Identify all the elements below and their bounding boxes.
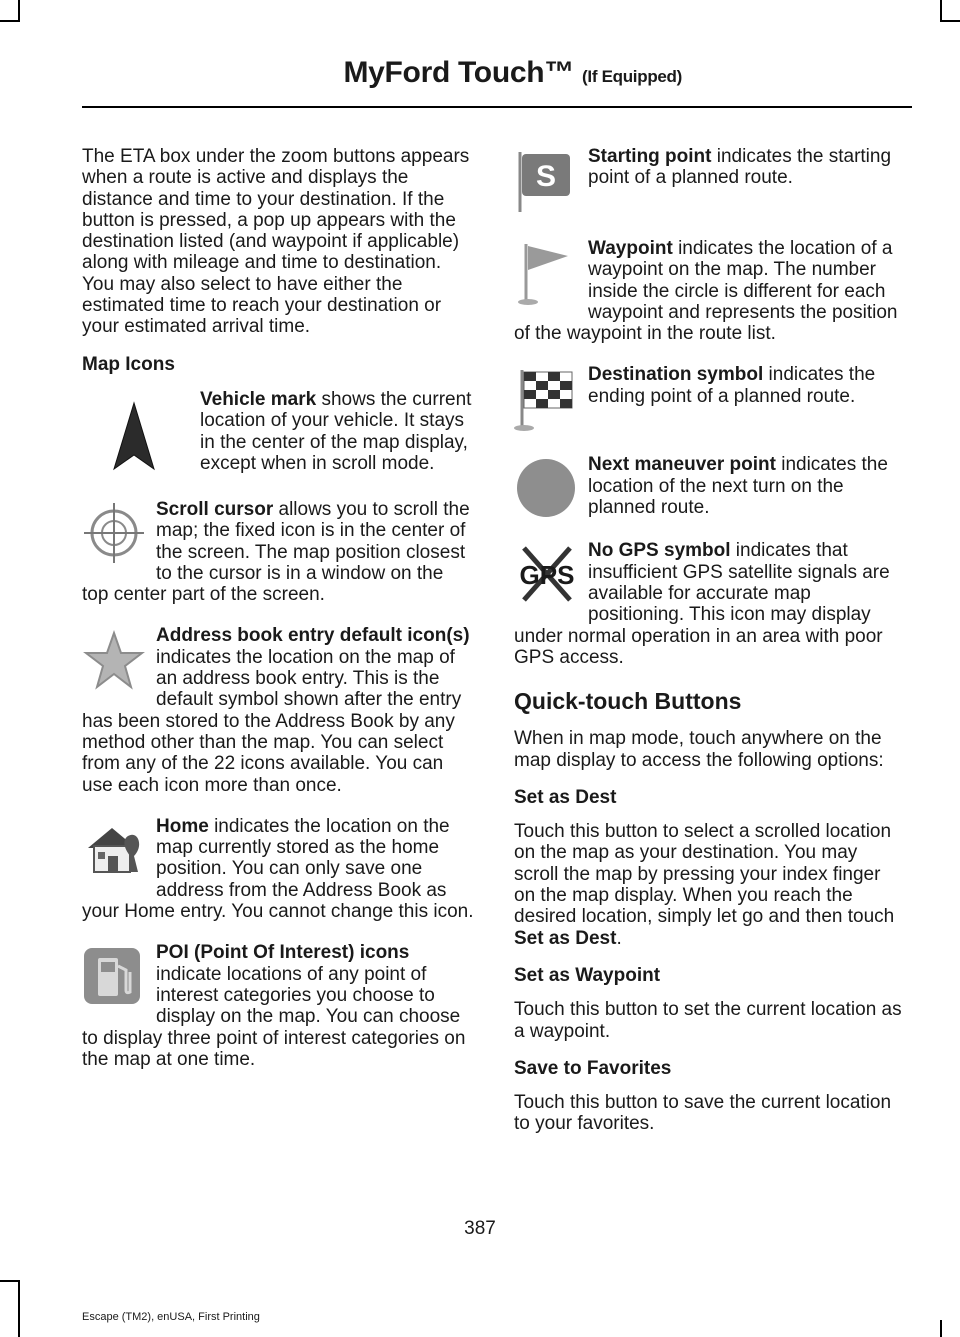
- entry-text: Starting point indicates the starting point of a planned route.: [588, 146, 892, 189]
- fuel-pump-icon: [82, 942, 146, 1008]
- entry-text: Scroll cursor allows you to scroll the map; the fixed icon is in the center of the screen. The map position closest to the cursor is in a window on the top center part of the screen.: [82, 498, 470, 606]
- entry-next-maneuver: [514, 454, 906, 520]
- crop-mark: [940, 1320, 942, 1337]
- home-icon: [82, 816, 146, 882]
- entry-destination: [514, 364, 906, 434]
- entry-text: Address book entry default icon(s) indicates the location on the map of an address book entry. This is the default symbol shown after the entry has been stored to the Address Book by any method other than the map. You can select from any of the 22 icons available. You can use each icon more than once.: [82, 625, 470, 796]
- crop-mark: [940, 20, 960, 22]
- crop-mark: [18, 1280, 20, 1337]
- quick-touch-intro: When in map mode, touch anywhere on the map display to access the following options:: [514, 728, 884, 771]
- entry-address-book: [82, 625, 474, 795]
- maneuver-dot-icon: [514, 454, 578, 520]
- set-waypoint-heading: Set as Waypoint: [514, 964, 661, 986]
- crop-mark: [0, 1280, 20, 1282]
- waypoint-flag-icon: [514, 238, 578, 308]
- page-subtitle: (If Equipped): [582, 67, 682, 86]
- no-gps-label: GPS: [519, 560, 575, 591]
- left-column: [82, 146, 474, 1090]
- page-title: MyFord Touch™ (If Equipped): [343, 56, 682, 89]
- save-favorites-heading: Save to Favorites: [514, 1057, 672, 1079]
- crosshair-icon: [82, 499, 146, 567]
- start-flag-letter: S: [535, 160, 557, 193]
- entry-text: Next maneuver point indicates the location of the next turn on the planned route.: [588, 454, 888, 519]
- entry-text: Waypoint indicates the location of a waypoint on the map. The number inside the circle is different for each waypoint and represents the position of the waypoint in the route list.: [514, 238, 898, 345]
- no-gps-icon: [514, 540, 578, 606]
- entry-scroll-cursor: [82, 499, 474, 605]
- entry-poi: [82, 942, 474, 1070]
- right-column: [514, 146, 906, 1151]
- entry-text: POI (Point Of Interest) icons indicate locations of any point of interest categories you choose to display on the map. You can choose to display three point of interest categories on the map at one time.: [82, 942, 466, 1070]
- page-number: 387: [464, 1218, 496, 1239]
- start-flag-icon: [514, 146, 578, 216]
- entry-waypoint: [514, 238, 906, 344]
- header-rule: [82, 106, 912, 108]
- crop-mark: [0, 20, 20, 22]
- entry-starting-point: [514, 146, 906, 216]
- entry-no-gps: [514, 540, 906, 668]
- set-dest-text: Touch this button to select a scrolled location on the map as your destination. You may scroll the map by pressing your index finger on the map display. When you reach the desired location, simply let go and then touch Set as Dest.: [514, 821, 895, 949]
- map-icons-heading: Map Icons: [82, 353, 175, 375]
- checkered-flag-icon: [514, 364, 578, 434]
- entry-vehicle-mark: [82, 389, 474, 479]
- entry-home: [82, 816, 474, 922]
- entry-text: No GPS symbol indicates that insufficient GPS satellite signals are available for accurate map positioning. This icon may display under normal operation in an area with poor GPS access.: [514, 540, 890, 668]
- crop-mark: [940, 0, 942, 22]
- save-favorites-text: Touch this button to save the current location to your favorites.: [514, 1092, 892, 1135]
- star-icon: [82, 625, 146, 697]
- entry-text: Home indicates the location on the map currently stored as the home position. You can only save one address from the Address Book as your Home entry. You cannot change this icon.: [82, 815, 474, 923]
- entry-text: Vehicle mark shows the current location of your vehicle. It stays in the center of the map display, except when in scroll mode.: [200, 388, 472, 474]
- footer-text: Escape (TM2), enUSA, First Printing: [82, 1311, 260, 1323]
- set-dest-heading: Set as Dest: [514, 786, 617, 808]
- quick-touch-heading: Quick-touch Buttons: [514, 688, 742, 715]
- entry-text: Destination symbol indicates the ending point of a planned route.: [588, 364, 876, 407]
- vehicle-mark-arrow-icon: [82, 389, 190, 479]
- crop-mark: [18, 0, 20, 22]
- eta-paragraph: The ETA box under the zoom buttons appears when a route is active and displays the distance and time to your destination. If the button is pressed, a pop up appears with the destination listed (and waypoint if applicable) along with mileage and time to destination. You may also select to have either the estimated time to reach your destination or your estimated arrival time.: [82, 146, 470, 338]
- set-waypoint-text: Touch this button to set the current location as a waypoint.: [514, 999, 902, 1042]
- set-dest-button-ref: Set as Dest: [514, 927, 617, 949]
